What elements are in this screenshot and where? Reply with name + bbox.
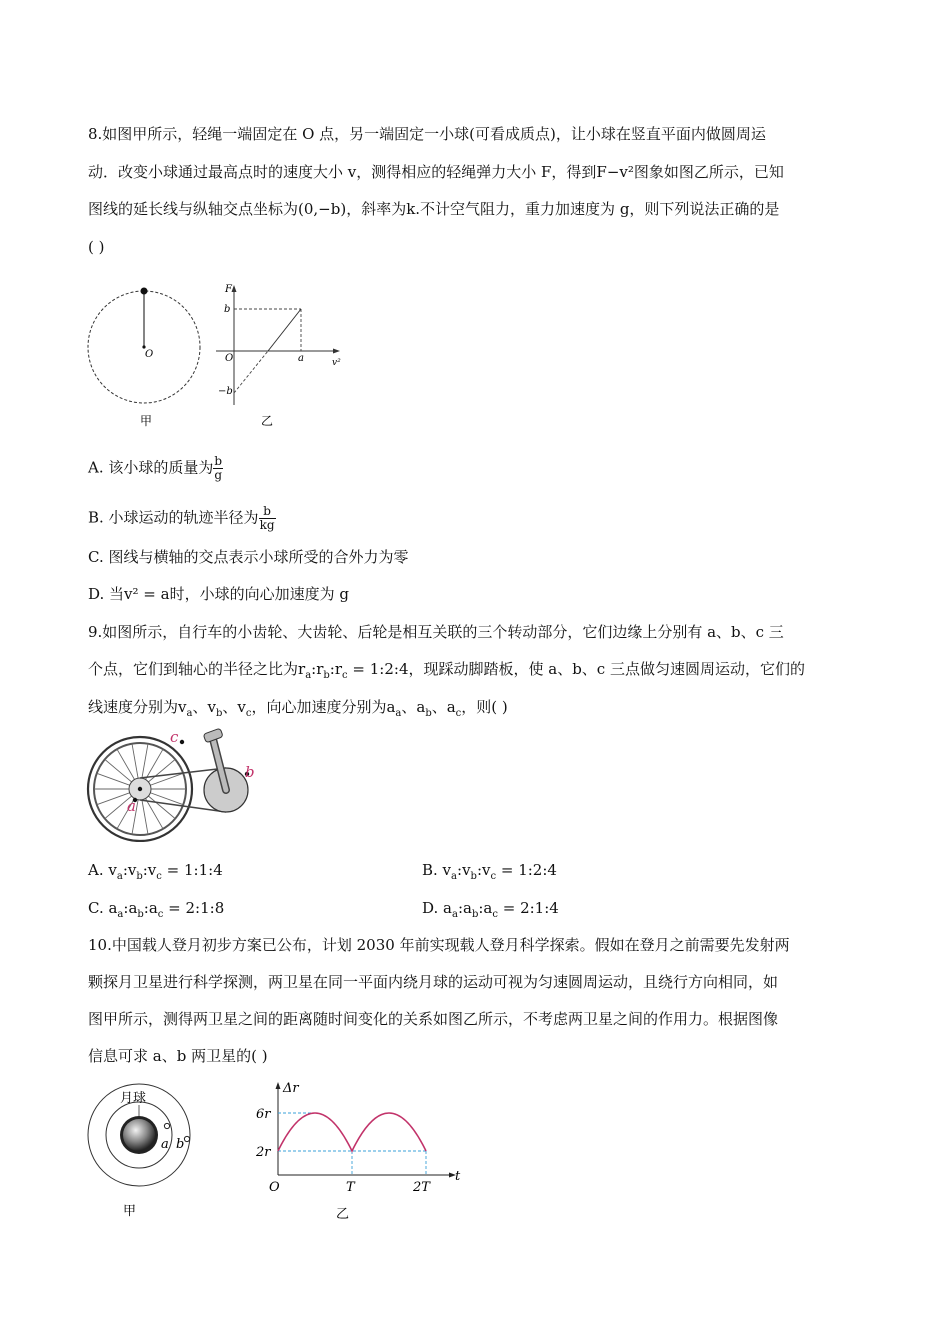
q8-option-c: C. 图线与横轴的交点表示小球所受的合外力为零	[88, 548, 409, 566]
pedal	[203, 728, 223, 743]
tick-6r: 6r	[256, 1107, 271, 1122]
origin-label: O	[225, 353, 234, 364]
q9-line-3: 线速度分别为$v_a$、$v_b$、$v_c$，向心加速度分别为$a_a$、$a_b$、$a_c$，则( )	[88, 698, 508, 719]
q9-line-1: 9.如图所示，自行车的小齿轮、大齿轮、后轮是相互关联的三个转动部分，它们边缘上分别有 a、b、c 三	[88, 623, 784, 641]
distance-curve	[278, 1113, 426, 1151]
q8-figure-jia	[84, 283, 204, 433]
q8-option-a	[88, 455, 223, 482]
q9-line-2-pre: 个点，它们到轴心的半径之比为	[88, 660, 299, 678]
graph-line	[268, 309, 301, 351]
fraction-b-over-g	[213, 455, 223, 482]
q8-line-1: 8.如图甲所示，轻绳一端固定在 O 点，另一端固定一小球(可看成质点)，让小球在竖直平面内做圆周运	[88, 125, 766, 143]
moon-label: 月球	[120, 1091, 147, 1106]
label-c: c	[170, 728, 179, 746]
tick-2r: 2r	[256, 1145, 271, 1160]
q8-line-4: ( )	[88, 238, 105, 256]
option-a-text: A. 该小球的质量为	[88, 458, 214, 477]
fraction-b-over-kg	[259, 505, 276, 532]
satellite-b	[184, 1136, 189, 1141]
q8-figure-yi	[212, 283, 362, 433]
label-a: a	[161, 1137, 169, 1152]
q10-line-3: 图甲所示，测得两卫星之间的距离随时间变化的关系如图乙所示，不考虑两卫星之间的作用力。根据图像	[88, 1010, 779, 1028]
frac-num: b	[214, 454, 223, 468]
caption-jia: 甲	[123, 1204, 137, 1219]
q9-option-b: B. $v_a:v_b:v_c$ = 1:2:4	[422, 861, 557, 882]
q10-figure-yi	[250, 1078, 470, 1228]
option-b-text: B. 小球运动的轨迹半径为	[88, 508, 259, 527]
q9-line-2	[88, 659, 805, 686]
label-b: b	[176, 1137, 185, 1152]
caption-yi: 乙	[336, 1207, 350, 1222]
q10-figure-jia	[84, 1078, 204, 1223]
a-label: a	[298, 353, 304, 364]
q9-option-d: D. $a_a:a_b:a_c$ = 2:1:4	[422, 899, 559, 920]
x-label: t	[455, 1169, 461, 1184]
q9-ratio: $r_a:r_b:r_c$ = 1:2:4	[298, 660, 409, 681]
rear-axle	[138, 787, 142, 791]
origin-label: O	[269, 1180, 280, 1195]
frac-den: kg	[259, 518, 275, 532]
label-a: a	[127, 797, 136, 815]
q8-line-2: 动．改变小球通过最高点时的速度大小 v，测得相应的轻绳弹力大小 F，得到F−v²图象如图乙所示，已知	[88, 163, 784, 181]
label-b: b	[245, 763, 255, 781]
caption-jia: 甲	[140, 414, 153, 428]
q8-option-d: D. 当v² = a时，小球的向心加速度为 g	[88, 585, 349, 603]
extension-line	[234, 351, 268, 393]
tick-2T: 2T	[413, 1180, 430, 1195]
x-label: v²	[332, 358, 341, 368]
frac-num: b	[259, 505, 276, 519]
q10-line-1: 10.中国载人登月初步方案已公布，计划 2030 年前实现载人登月科学探索。假如在登月之前需要先发射两	[88, 936, 790, 954]
y-axis-arrow	[232, 285, 237, 292]
point-c	[180, 740, 184, 744]
x-axis-arrow	[333, 349, 340, 354]
moon	[123, 1119, 155, 1151]
caption-yi: 乙	[261, 414, 274, 428]
q9-line-2-post: ，现踩动脚踏板，使 a、b、c 三点做匀速圆周运动，它们的	[408, 660, 805, 678]
y-label: F	[225, 284, 232, 295]
q10-line-2: 颗探月卫星进行科学探测，两卫星在同一平面内绕月球的运动可视为匀速圆周运动，且绕行方向相同，如	[88, 973, 779, 991]
ball	[141, 288, 148, 295]
q9-option-c: C. $a_a:a_b:a_c$ = 2:1:8	[88, 899, 225, 920]
q9-option-a: A. $v_a:v_b:v_c$ = 1:1:4	[88, 861, 223, 882]
q8-line-3: 图线的延长线与纵轴交点坐标为(0,−b)，斜率为k.不计空气阻力，重力加速度为 g，则下列说法正确的是	[88, 200, 780, 218]
neg-b-label: −b	[218, 386, 233, 397]
q8-option-b	[88, 505, 276, 532]
y-label: Δr	[283, 1081, 299, 1096]
q10-line-4: 信息可求 a、b 两卫星的( )	[88, 1047, 268, 1065]
q9-bicycle-figure	[86, 727, 266, 842]
satellite-a	[164, 1123, 169, 1128]
center-label: O	[145, 349, 154, 360]
y-axis-arrow	[276, 1082, 281, 1089]
frac-den: g	[214, 468, 223, 482]
b-label: b	[224, 304, 231, 315]
tick-T: T	[346, 1180, 355, 1195]
